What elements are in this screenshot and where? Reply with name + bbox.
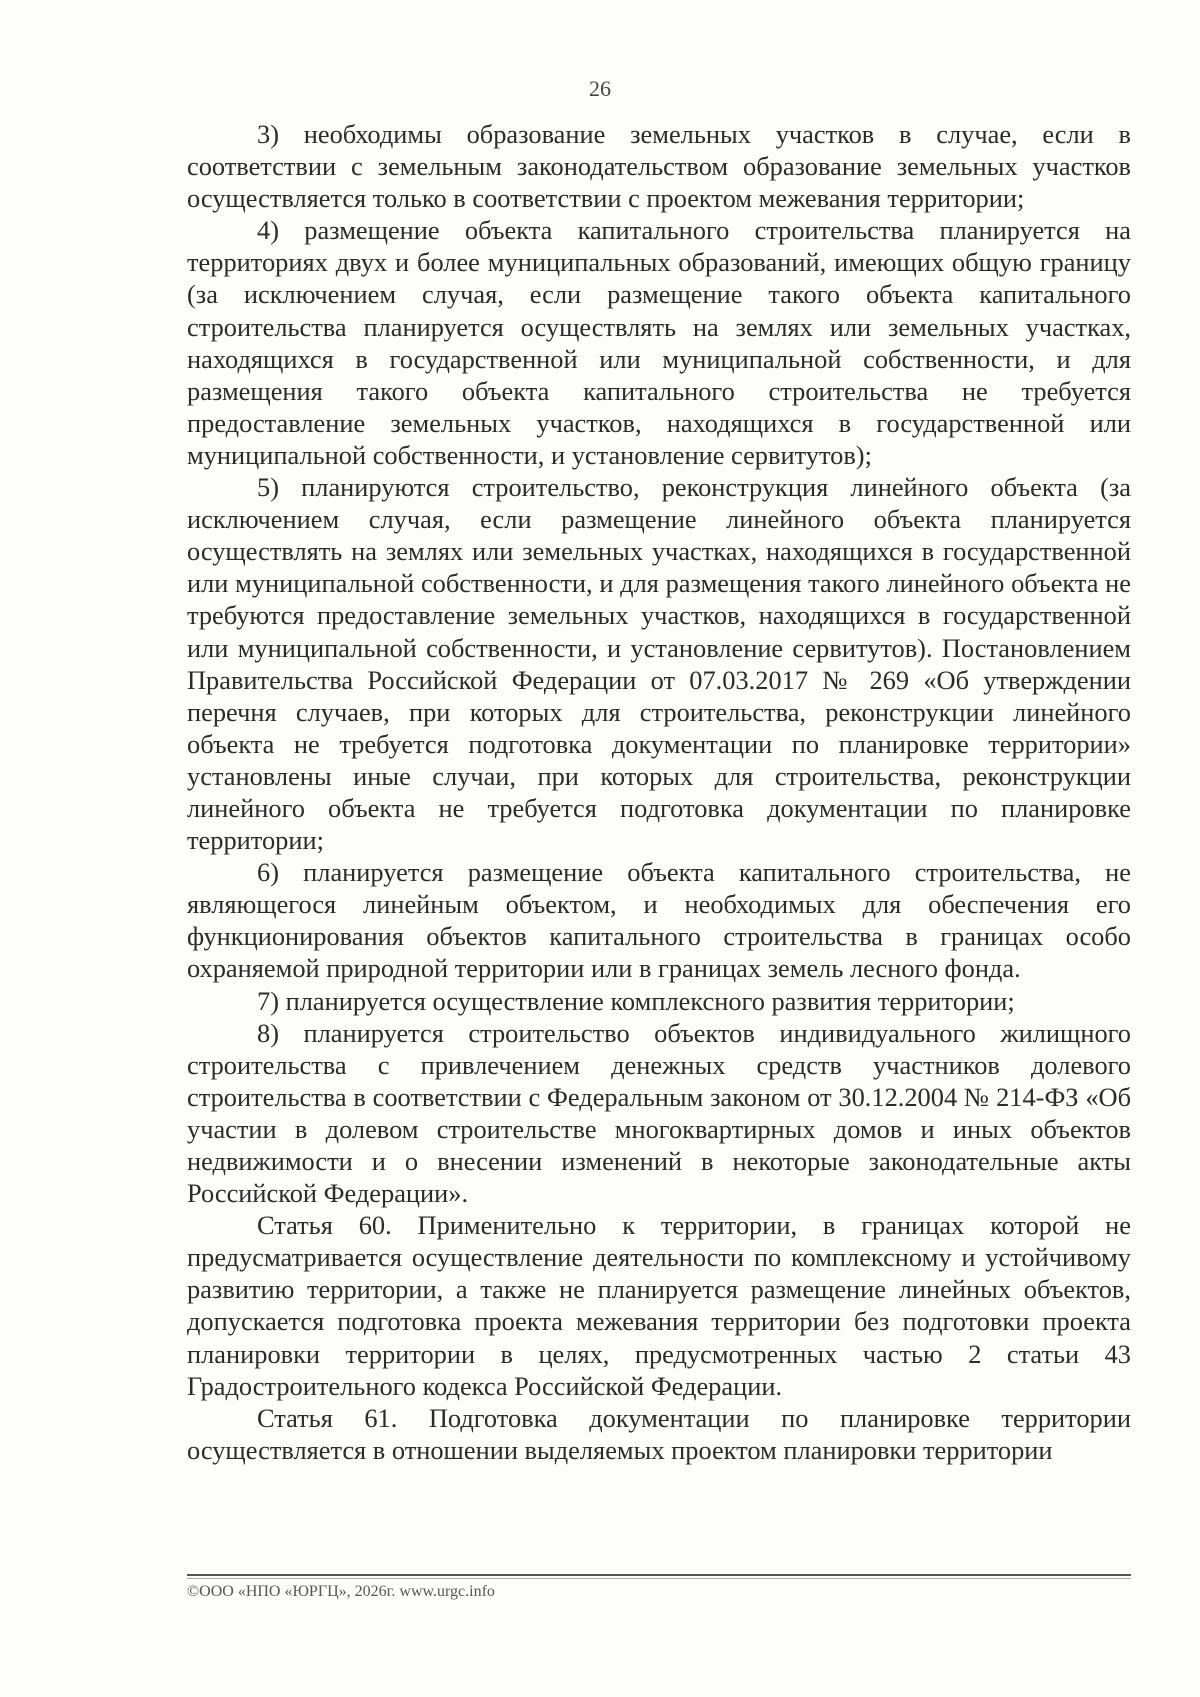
- body-text: [187, 118, 1131, 1466]
- paragraph-article-60: Статья 60. Применительно к территории, в границах которой не предусматривается осуществление деятельности по комплексному и устойчивому развитию территории, а также не планируется размещение линейных объектов, допускается подготовка проекта межевания территории без подготовки проекта планировки территории в целях, предусмотренных частью 2 статьи 43 Градостроительного кодекса Российской Федерации.: [187, 1210, 1131, 1401]
- footer-copyright: ©ООО «НПО «ЮРГЦ», 2026г. www.urgc.info: [187, 1583, 495, 1600]
- paragraph-item-8: 8) планируется строительство объектов индивидуального жилищного строительства с привлечением денежных средств участников долевого строительства в соответствии с Федеральным законом от 30.12.2004 № 214-ФЗ «Об участии в долевом строительстве многоквартирных домов и иных объектов недвижимости и о внесении изменений в некоторые законодательные акты Российской Федерации».: [187, 1017, 1131, 1209]
- paragraph-item-7: 7) планируется осуществление комплексного развития территории;: [257, 985, 1015, 1016]
- page-number: 26: [589, 76, 611, 101]
- footer-divider: [187, 1574, 1131, 1576]
- footer-divider-thin: [187, 1578, 1131, 1579]
- paragraph-item-4: 4) размещение объекта капитального строительства планируется на территориях двух и более муниципальных образований, имеющих общую границу (за исключением случая, если размещение такого объекта капитального строительства планируется осуществлять на землях или земельных участках, находящихся в государственной или муниципальной собственности, и для размещения такого объекта капитального строительства не требуется предоставление земельных участков, находящихся в государственной или муниципальной собственности, и установление сервитутов);: [187, 215, 1131, 470]
- paragraph-item-6: 6) планируется размещение объекта капитального строительства, не являющегося линейным объектом, и необходимых для обеспечения его функционирования объектов капитального строительства в границах особо охраняемой природной территории или в границах земель лесного фонда.: [187, 857, 1131, 984]
- paragraph-item-3: 3) необходимы образование земельных участков в случае, если в соответствии с земельным законодательством образование земельных участков осуществляется только в соответствии с проектом межевания территории;: [187, 119, 1131, 214]
- paragraph-item-5: 5) планируются строительство, реконструкция линейного объекта (за исключением случая, если размещение линейного объекта планируется осуществлять на землях или земельных участках, находящихся в государственной или муниципальной собственности, и для размещения такого линейного объекта не требуются предоставление земельных участков, находящихся в государственной или муниципальной собственности, и установление сервитутов). Постановлением Правительства Российской Федерации от 07.03.2017 № 269 «Об утверждении перечня случаев, при которых для строительства, реконструкции линейного объекта не требуется подготовка документации по планировке территории» установлены иные случаи, при которых для строительства, реконструкции линейного объекта не требуется подготовка документации по планировке территории;: [187, 472, 1131, 856]
- paragraph-article-61: Статья 61. Подготовка документации по планировке территории осуществляется в отношении выделяемых проектом планировки территории: [187, 1402, 1131, 1465]
